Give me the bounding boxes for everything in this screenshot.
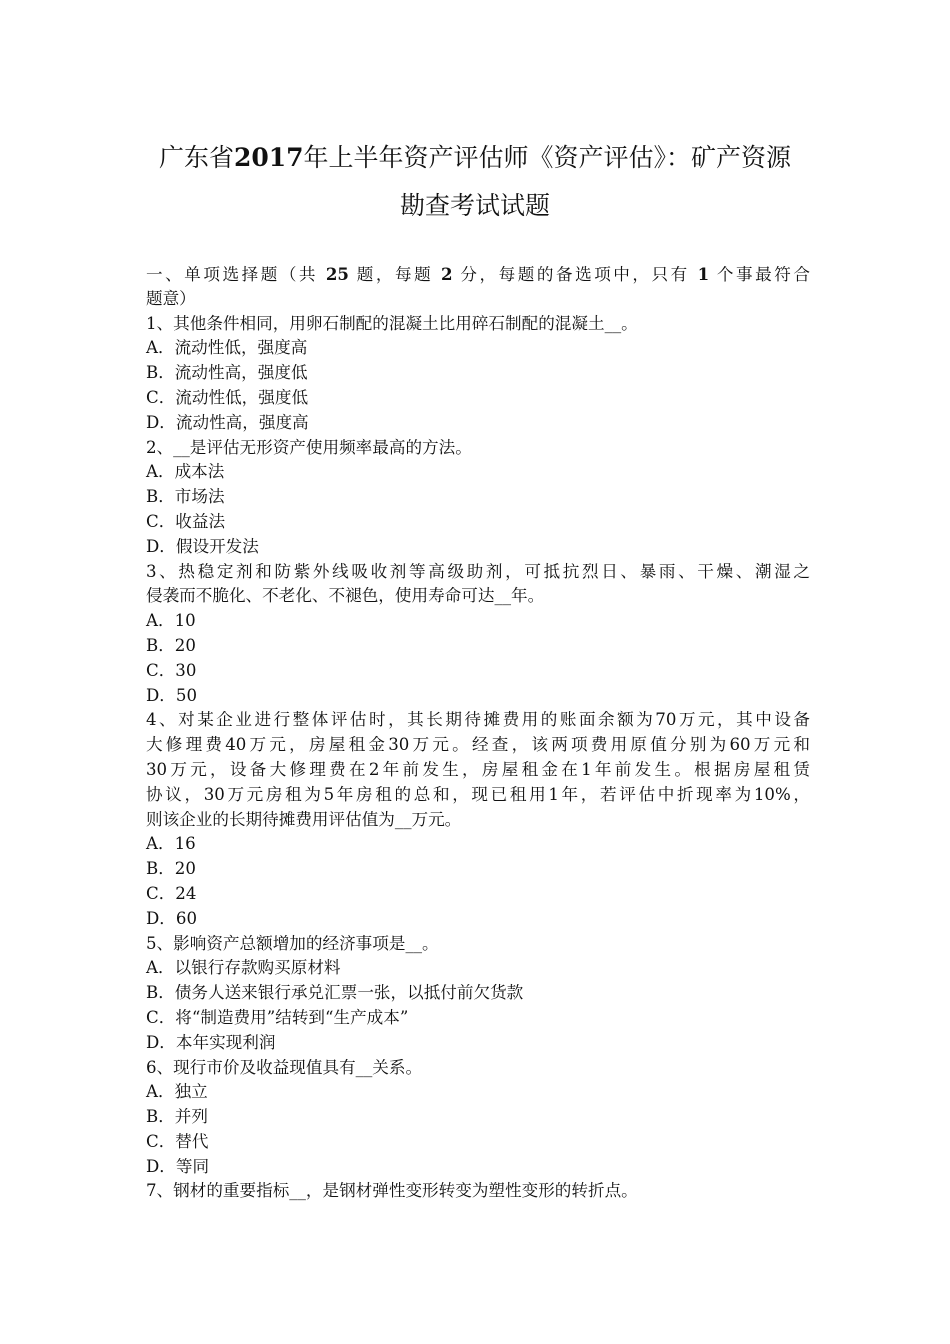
answer-option: A．成本法 [146, 462, 225, 482]
question-stem-line: 协议，30万元房租为5年房租的总和，现已租用1年，若评估中折现率为10%， [146, 784, 810, 804]
answer-option: A．10 [146, 611, 196, 631]
answer-option: C．流动性低，强度低 [146, 387, 309, 407]
section-heading-line-1: 一、单项选择题（共 25 题，每题 2 分，每题的备选项中，只有 1 个事最符合 [146, 264, 810, 284]
question-stem-line: 则该企业的长期待摊费用评估值为__万元。 [146, 809, 462, 829]
question-stem-line: 4、对某企业进行整体评估时，其长期待摊费用的账面余额为70万元，其中设备 [146, 710, 810, 730]
question-stem-line: 1、其他条件相同，用卵石制配的混凝土比用碎石制配的混凝土__。 [146, 313, 638, 333]
answer-option: D．60 [146, 908, 198, 928]
answer-option: D．本年实现利润 [146, 1032, 276, 1052]
question-stem-line: 大修理费40万元，房屋租金30万元。经查，该两项费用原值分别为60万元和 [146, 735, 810, 755]
answer-option: D．等同 [146, 1156, 210, 1176]
answer-option: A．以银行存款购买原材料 [146, 958, 341, 978]
answer-option: D．50 [146, 685, 198, 705]
answer-option: A．16 [146, 834, 196, 854]
document-title-line-1: 广东省2017年上半年资产评估师《资产评估》：矿产资源 [158, 143, 792, 172]
section-heading-line-2: 题意） [146, 288, 196, 308]
document-title-line-2: 勘查考试试题 [399, 191, 550, 220]
answer-option: C．30 [146, 660, 197, 680]
answer-option: A．独立 [146, 1082, 208, 1102]
question-stem-line: 3、热稳定剂和防紫外线吸收剂等高级助剂，可抵抗烈日、暴雨、干燥、潮湿之 [146, 561, 810, 581]
answer-option: B．20 [146, 859, 196, 879]
question-stem-line: 2、__是评估无形资产使用频率最高的方法。 [146, 437, 472, 457]
question-stem-line: 侵袭而不脆化、不老化、不褪色，使用寿命可达__年。 [146, 586, 545, 606]
answer-option: D．流动性高，强度高 [146, 412, 309, 432]
answer-option: C．收益法 [146, 511, 226, 531]
answer-option: B．债务人送来银行承兑汇票一张，以抵付前欠货款 [146, 983, 524, 1003]
question-stem-line: 30万元，设备大修理费在2年前发生，房屋租金在1年前发生。根据房屋租赁 [146, 759, 810, 779]
document-body [146, 262, 810, 1204]
question-stem-line: 7、钢材的重要指标__，是钢材弹性变形转变为塑性变形的转折点。 [146, 1181, 638, 1201]
question-stem-line: 6、现行市价及收益现值具有__关系。 [146, 1057, 423, 1077]
answer-option: B．并列 [146, 1107, 208, 1127]
answer-option: C．将“制造费用”结转到“生产成本” [146, 1007, 409, 1027]
answer-option: A．流动性低，强度高 [146, 338, 308, 358]
answer-option: D．假设开发法 [146, 536, 259, 556]
answer-option: B．流动性高，强度低 [146, 363, 308, 383]
answer-option: C．替代 [146, 1131, 209, 1151]
answer-option: B．20 [146, 635, 196, 655]
answer-option: C．24 [146, 883, 197, 903]
answer-option: B．市场法 [146, 487, 225, 507]
question-stem-line: 5、影响资产总额增加的经济事项是__。 [146, 933, 439, 953]
